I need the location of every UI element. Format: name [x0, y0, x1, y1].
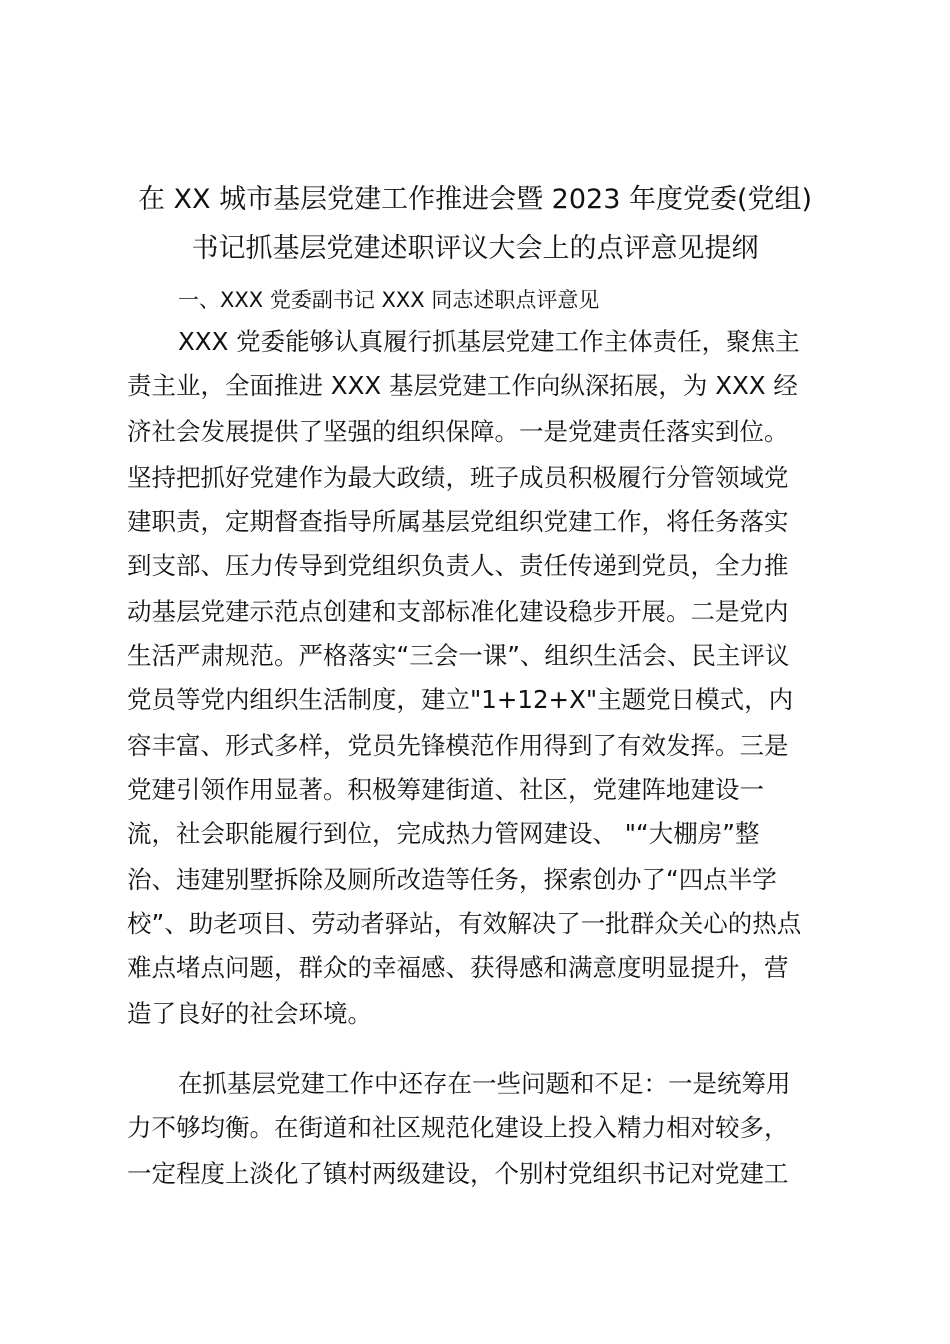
paragraph-line: 治、违建别墅拆除及厕所改造等任务，探索创办了“四点半学 [127, 865, 777, 894]
paragraph-line: 难点堵点问题，群众的幸福感、获得感和满意度明显提升，营 [127, 953, 789, 982]
paragraph-line: 党建引领作用显著。积极筹建街道、社区，党建阵地建设一 [127, 775, 764, 804]
paragraph-line: 党员等党内组织生活制度，建立"1+12+X"主题党日模式，内 [127, 685, 794, 714]
paragraph-line: 生活严肃规范。严格落实“三会一课”、组织生活会、民主评议 [127, 641, 790, 670]
document-title-line-2: 书记抓基层党建述职评议大会上的点评意见提纲 [191, 233, 759, 264]
paragraph-line: 校”、助老项目、劳动者驿站，有效解决了一批群众关心的热点 [127, 909, 802, 938]
paragraph-line: 流，社会职能履行到位，完成热力管网建设、 "“大棚房”整 [127, 819, 760, 848]
paragraph-line: 在抓基层党建工作中还存在一些问题和不足：一是统筹用 [178, 1069, 791, 1098]
paragraph-line: 容丰富、形式多样，党员先锋模范作用得到了有效发挥。三是 [127, 731, 789, 760]
paragraph-line: 责主业，全面推进 XXX 基层党建工作向纵深拓展，为 XXX 经 [127, 371, 798, 400]
section-heading: 一、XXX 党委副书记 XXX 同志述职点评意见 [178, 288, 600, 312]
paragraph-line: 建职责，定期督查指导所属基层党组织党建工作，将任务落实 [127, 507, 789, 536]
document-title-line-1: 在 XX 城市基层党建工作推进会暨 2023 年度党委(党组) [137, 184, 813, 215]
paragraph-line: 到支部、压力传导到党组织负责人、责任传递到党员，全力推 [127, 551, 789, 580]
paragraph-line: 坚持把抓好党建作为最大政绩，班子成员积极履行分管领域党 [127, 463, 789, 492]
paragraph-line: XXX 党委能够认真履行抓基层党建工作主体责任，聚焦主 [178, 327, 800, 356]
paragraph-line: 济社会发展提供了坚强的组织保障。一是党建责任落实到位。 [127, 417, 789, 446]
paragraph-line: 一定程度上淡化了镇村两级建设，个别村党组织书记对党建工 [127, 1159, 789, 1188]
paragraph-line: 动基层党建示范点创建和支部标准化建设稳步开展。二是党内 [127, 597, 789, 626]
paragraph-line: 造了良好的社会环境。 [127, 999, 372, 1028]
paragraph-line: 力不够均衡。在街道和社区规范化建设上投入精力相对较多， [127, 1113, 789, 1142]
